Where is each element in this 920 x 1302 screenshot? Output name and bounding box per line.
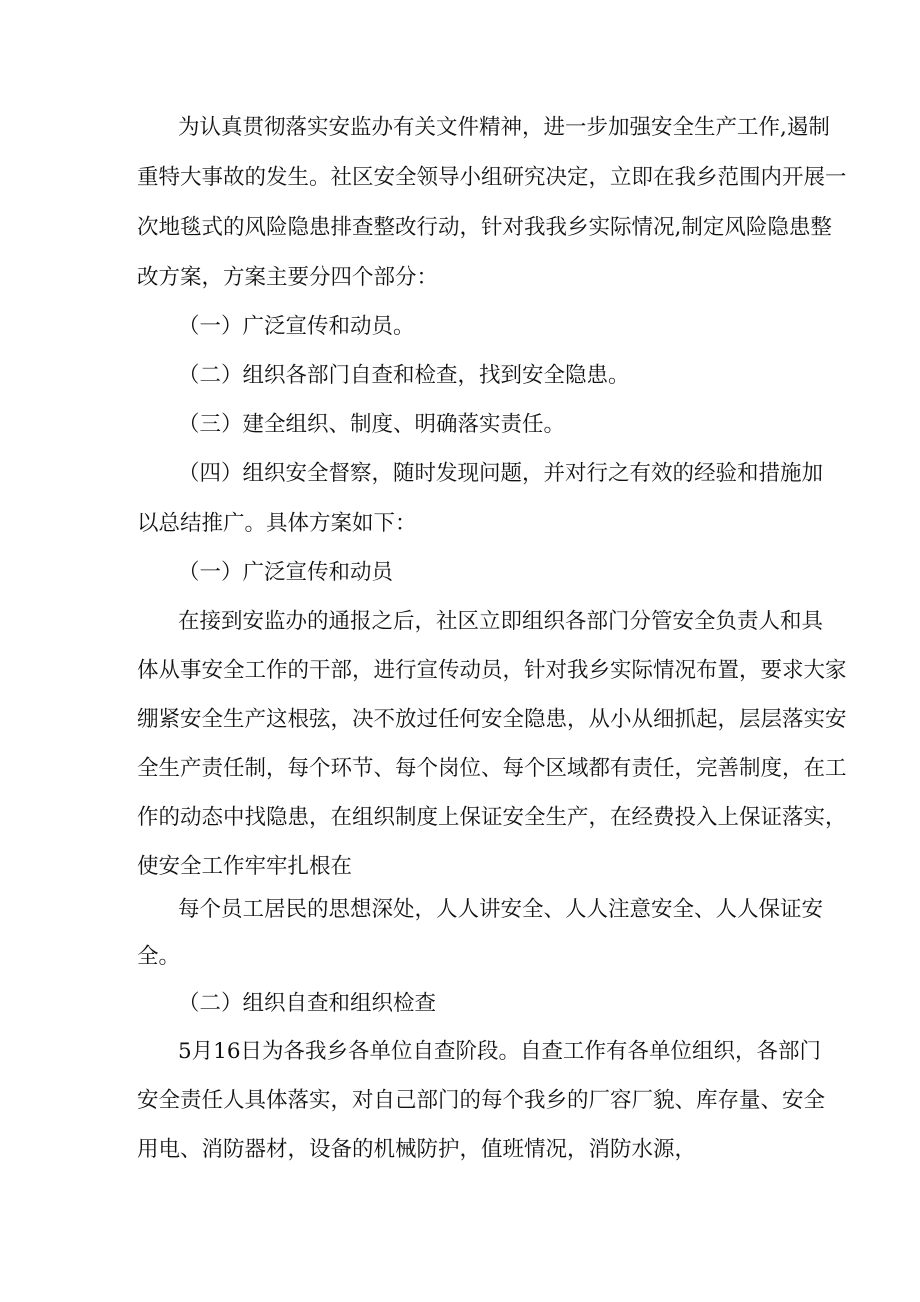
section-1-paragraph-2-line-1: 每个员工居民的思想深处，人人讲安全、人人注意安全、人人保证安 — [178, 897, 824, 922]
section-2-paragraph-line-2: 安全责任人具体落实，对自己部门的每个我乡的厂容厂貌、库存量、安全 — [137, 1088, 826, 1113]
outline-item-1: （一）广泛宣传和动员。 — [178, 314, 415, 339]
outline-item-4-line-2: 以总结推广。具体方案如下： — [137, 511, 417, 536]
section-1-paragraph-line-5: 作的动态中找隐患，在组织制度上保证安全生产，在经费投入上保证落实， — [137, 805, 847, 830]
paragraph-1-line-4: 改方案，方案主要分四个部分： — [137, 265, 439, 290]
section-1-paragraph-line-1: 在接到安监办的通报之后，社区立即组织各部门分管安全负责人和具 — [178, 609, 824, 634]
section-heading-1: （一）广泛宣传和动员 — [178, 560, 394, 585]
section-1-paragraph-line-3: 绷紧安全生产这根弦，决不放过任何安全隐患，从小从细抓起，层层落实安 — [137, 707, 847, 732]
section-1-paragraph-line-2: 体从事安全工作的干部，进行宣传动员，针对我乡实际情况布置，要求大家 — [137, 658, 847, 683]
section-2-paragraph-line-1: 5月16日为各我乡各单位自查阶段。自查工作有各单位组织，各部门 — [178, 1039, 822, 1064]
outline-item-3: （三）建全组织、制度、明确落实责任。 — [178, 412, 566, 437]
section-heading-2: （二）组织自查和组织检查 — [178, 991, 437, 1016]
section-1-paragraph-2-line-2: 全。 — [137, 944, 181, 969]
section-2-paragraph-line-3: 用电、消防器材，设备的机械防护，值班情况，消防水源， — [137, 1137, 697, 1162]
paragraph-1-line-3: 次地毯式的风险隐患排查整改行动，针对我我乡实际情况,制定风险隐患整 — [137, 215, 832, 240]
outline-item-4-line-1: （四）组织安全督察，随时发现问题，并对行之有效的经验和措施加 — [178, 461, 824, 486]
paragraph-1-line-2: 重特大事故的发生。社区安全领导小组研究决定，立即在我乡范围内开展一 — [137, 165, 847, 190]
outline-item-2: （二）组织各部门自查和检查，找到安全隐患。 — [178, 363, 630, 388]
section-1-paragraph-line-4: 全生产责任制，每个环节、每个岗位、每个区域都有责任，完善制度，在工 — [137, 756, 847, 781]
section-1-paragraph-line-6: 使安全工作牢牢扎根在 — [137, 854, 353, 879]
paragraph-1-line-1: 为认真贯彻落实安监办有关文件精神，进一步加强安全生产工作,遏制 — [178, 115, 830, 140]
